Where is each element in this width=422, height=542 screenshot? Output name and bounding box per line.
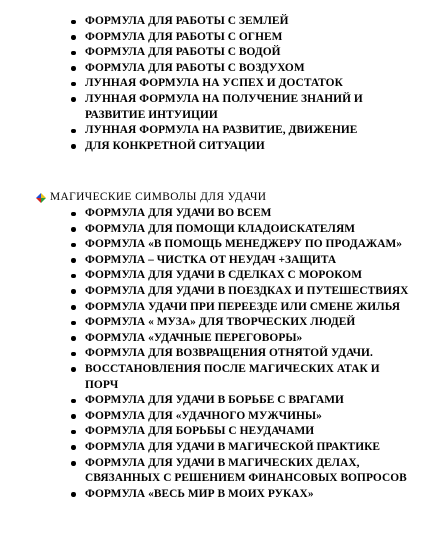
list-item-text: ФОРМУЛА ДЛЯ УДАЧИ ВО ВСЕМ	[85, 207, 272, 219]
list-item-text: ФОРМУЛА ДЛЯ «УДАЧНОГО МУЖЧИНЫ»	[85, 409, 322, 422]
list-item-text: ФОРМУЛА ДЛЯ УДАЧИ В МАГИЧЕСКИХ ДЕЛАХ, СВЯЗАННЫХ С РЕШЕНИЕМ ФИНАНСОВЫХ ВОПРОСОВ	[85, 456, 407, 485]
bullet-icon	[71, 461, 76, 466]
section-heading	[50, 190, 266, 206]
list-item-text: ФОРМУЛА «ВЕСЬ МИР В МОИХ РУКАХ»	[85, 487, 314, 500]
list-item	[85, 456, 415, 487]
bullet-icon	[71, 352, 76, 357]
list-item-text: ЛУННАЯ ФОРМУЛА НА УСПЕХ И ДОСТАТОК	[85, 77, 343, 90]
bullet-icon	[71, 289, 76, 294]
list-item	[85, 331, 415, 347]
list-item	[85, 393, 415, 409]
list-item-text: ФОРМУЛА ДЛЯ УДАЧИ В СДЕЛКАХ С МОРОКОМ	[85, 269, 362, 282]
list-item-text: ФОРМУЛА ДЛЯ БОРЬБЫ С НЕУДАЧАМИ	[85, 425, 315, 438]
list-item	[85, 222, 415, 238]
formula-list-elements	[85, 14, 415, 154]
bullet-icon	[71, 82, 76, 87]
list-item-text: ВОССТАНОВЛЕНИЯ ПОСЛЕ МАГИЧЕСКИХ АТАК И ПОРЧ	[85, 362, 380, 391]
section-heading-text: МАГИЧЕСКИЕ СИМВОЛЫ ДЛЯ УДАЧИ	[50, 191, 267, 203]
list-item-text: ФОРМУЛА « МУЗА» ДЛЯ ТВОРЧЕСКИХ ЛЮДЕЙ	[85, 316, 356, 329]
list-item-text: ФОРМУЛА ДЛЯ РАБОТЫ С ВОДОЙ	[85, 46, 281, 59]
list-item	[85, 409, 415, 425]
bullet-icon	[71, 66, 76, 71]
bullet-icon	[71, 51, 76, 56]
bullet-icon	[71, 144, 76, 149]
bullet-icon	[71, 399, 76, 404]
list-item-text: ФОРМУЛА ДЛЯ РАБОТЫ С ВОЗДУХОМ	[85, 61, 305, 74]
list-item-text: ФОРМУЛА ДЛЯ УДАЧИ В МАГИЧЕСКОЙ ПРАКТИКЕ	[85, 440, 381, 453]
list-item	[85, 206, 415, 222]
bullet-icon	[71, 492, 76, 497]
list-item	[85, 424, 415, 440]
four-color-diamond-bullet-icon	[36, 193, 46, 203]
list-item-text: ФОРМУЛА ДЛЯ УДАЧИ В ПОЕЗДКАХ И ПУТЕШЕСТВИЯХ	[85, 284, 409, 297]
list-item	[85, 14, 415, 30]
list-item-text: ФОРМУЛА «В ПОМОЩЬ МЕНЕДЖЕРУ ПО ПРОДАЖАМ»	[85, 238, 403, 251]
list-item	[85, 92, 415, 123]
list-item-text: ФОРМУЛА ДЛЯ УДАЧИ В БОРЬБЕ С ВРАГАМИ	[85, 394, 344, 407]
list-item-text: ЛУННАЯ ФОРМУЛА НА ПОЛУЧЕНИЕ ЗНАНИЙ И РАЗВИТИЕ ИНТУИЦИИ	[85, 92, 363, 121]
list-item	[85, 440, 415, 456]
list-item-text: ФОРМУЛА «УДАЧНЫЕ ПЕРЕГОВОРЫ»	[85, 331, 303, 344]
list-item	[85, 315, 415, 331]
bullet-icon	[71, 414, 76, 419]
list-item-text: ЛУННАЯ ФОРМУЛА НА РАЗВИТИЕ, ДВИЖЕНИЕ	[85, 124, 358, 137]
list-item	[85, 284, 415, 300]
bullet-icon	[71, 274, 76, 279]
list-item	[85, 139, 415, 155]
list-item	[85, 30, 415, 46]
list-item	[85, 61, 415, 77]
list-item	[85, 362, 415, 393]
bullet-icon	[71, 336, 76, 341]
list-item-text: ФОРМУЛА – ЧИСТКА ОТ НЕУДАЧ +ЗАЩИТА	[85, 253, 337, 266]
list-item	[85, 76, 415, 92]
bullet-icon	[71, 258, 76, 263]
list-item-text: ФОРМУЛА ДЛЯ РАБОТЫ С ОГНЕМ	[85, 30, 283, 43]
list-item	[85, 253, 415, 269]
list-item-text: ФОРМУЛА ДЛЯ ВОЗВРАЩЕНИЯ ОТНЯТОЙ УДАЧИ.	[85, 347, 373, 360]
list-item-text: ФОРМУЛА ДЛЯ ПОМОЩИ КЛАДОИСКАТЕЛЯМ	[85, 222, 356, 235]
bullet-icon	[71, 243, 76, 248]
formula-list-luck	[85, 206, 415, 502]
bullet-icon	[71, 321, 76, 326]
bullet-icon	[71, 367, 76, 372]
bullet-icon	[71, 97, 76, 102]
list-item	[85, 123, 415, 139]
list-item	[85, 268, 415, 284]
bullet-icon	[71, 20, 76, 25]
bullet-icon	[71, 305, 76, 310]
list-item	[85, 487, 415, 503]
list-item	[85, 346, 415, 362]
list-item	[85, 237, 415, 253]
list-item-text: ФОРМУЛА ДЛЯ РАБОТЫ С ЗЕМЛЕЙ	[85, 15, 289, 27]
list-item	[85, 300, 415, 316]
list-item	[85, 45, 415, 61]
bullet-icon	[71, 35, 76, 40]
bullet-icon	[71, 129, 76, 134]
bullet-icon	[71, 227, 76, 232]
bullet-icon	[71, 430, 76, 435]
list-item-text: ДЛЯ КОНКРЕТНОЙ СИТУАЦИИ	[85, 139, 265, 152]
bullet-icon	[71, 212, 76, 217]
bullet-icon	[71, 445, 76, 450]
list-item-text: ФОРМУЛА УДАЧИ ПРИ ПЕРЕЕЗДЕ ИЛИ СМЕНЕ ЖИЛЬЯ	[85, 300, 400, 313]
